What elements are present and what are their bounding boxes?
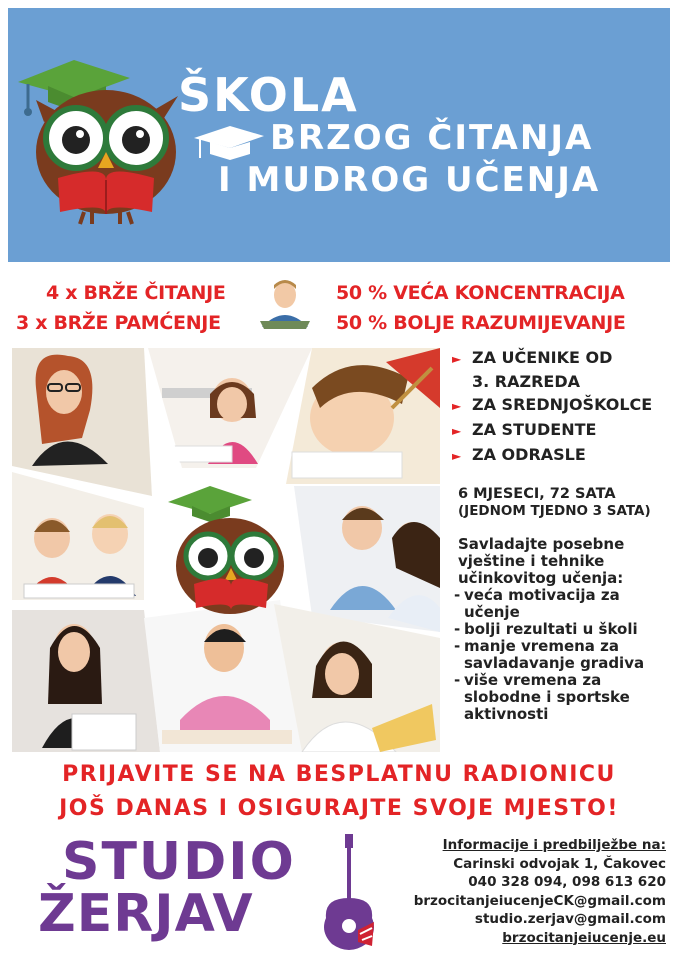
contact-email-2[interactable]: studio.zerjav@gmail.com bbox=[474, 911, 666, 927]
list-item: ► ZA ODRASLE bbox=[452, 443, 672, 468]
title-line-1: ŠKOLA bbox=[178, 68, 359, 122]
list-item-continuation: učenje bbox=[464, 603, 520, 621]
cta-line-2: JOŠ DANAS I OSIGURAJTE SVOJE MJESTO! bbox=[59, 796, 619, 821]
graduation-cap-icon bbox=[192, 124, 266, 164]
contact-address: Carinski odvojak 1, Čakovec bbox=[453, 855, 666, 872]
triangle-right-icon: ► bbox=[452, 352, 462, 366]
list-item-continuation: savladavanje gradiva bbox=[464, 654, 645, 672]
list-item: - manje vremena za bbox=[454, 637, 619, 655]
brand-line-1: STUDIO bbox=[62, 832, 296, 892]
guitar-icon bbox=[318, 832, 380, 952]
list-item: ► ZA SREDNJOŠKOLCE bbox=[452, 393, 672, 418]
audience-list bbox=[452, 346, 672, 468]
schedule-line-1: 6 MJESECI, 72 SATA bbox=[458, 486, 616, 502]
title-line-2: BRZOG ČITANJA bbox=[270, 118, 594, 158]
stat-reading: 4 x BRŽE ČITANJE bbox=[46, 282, 226, 304]
cta-line-1: PRIJAVITE SE NA BESPLATNU RADIONICU bbox=[62, 762, 616, 787]
contact-info bbox=[406, 836, 666, 947]
boy-reading-photo bbox=[252, 277, 318, 331]
benefits-intro-3: učinkovitog učenja: bbox=[458, 569, 624, 587]
header-banner bbox=[8, 8, 670, 262]
contact-phones: 040 328 094, 098 613 620 bbox=[468, 874, 666, 890]
owl-mascot-icon bbox=[14, 52, 184, 228]
benefits-intro-2: vještine i tehnike bbox=[458, 552, 605, 570]
triangle-right-icon: ► bbox=[452, 399, 462, 413]
contact-email-1[interactable]: brzocitanjeiucenjeCK@gmail.com bbox=[413, 892, 666, 909]
list-item: ► ZA STUDENTE bbox=[452, 418, 672, 443]
benefits-intro-1: Savladajte posebne bbox=[458, 535, 625, 553]
stat-concentration: 50 % VEĆA KONCENTRACIJA bbox=[336, 282, 625, 304]
stat-memory: 3 x BRŽE PAMĆENJE bbox=[16, 312, 221, 334]
list-item: - veća motivacija za bbox=[454, 586, 620, 604]
contact-heading: Informacije i predbilježbe na: bbox=[442, 837, 666, 853]
list-item-continuation: aktivnosti bbox=[464, 705, 549, 723]
students-photo-collage bbox=[12, 348, 440, 752]
brand-line-2: ŽERJAV bbox=[38, 884, 254, 944]
title-line-3: I MUDROG UČENJA bbox=[218, 160, 601, 200]
list-item-continuation: slobodne i sportske bbox=[464, 688, 630, 706]
benefits-list bbox=[454, 536, 676, 723]
stat-understanding: 50 % BOLJE RAZUMIJEVANJE bbox=[336, 312, 626, 334]
triangle-right-icon: ► bbox=[452, 449, 462, 463]
list-item: ► ZA UČENIKE OD bbox=[452, 346, 672, 371]
list-item: - bolji rezultati u školi bbox=[454, 620, 638, 638]
schedule-line-2: (JEDNOM TJEDNO 3 SATA) bbox=[458, 503, 651, 519]
list-item: - više vremena za bbox=[454, 671, 602, 689]
triangle-right-icon: ► bbox=[452, 424, 462, 438]
contact-website-link[interactable]: brzocitanjeiucenje.eu bbox=[502, 929, 666, 946]
list-item-continuation: 3. RAZREDA bbox=[472, 372, 580, 391]
schedule-info bbox=[458, 486, 651, 520]
